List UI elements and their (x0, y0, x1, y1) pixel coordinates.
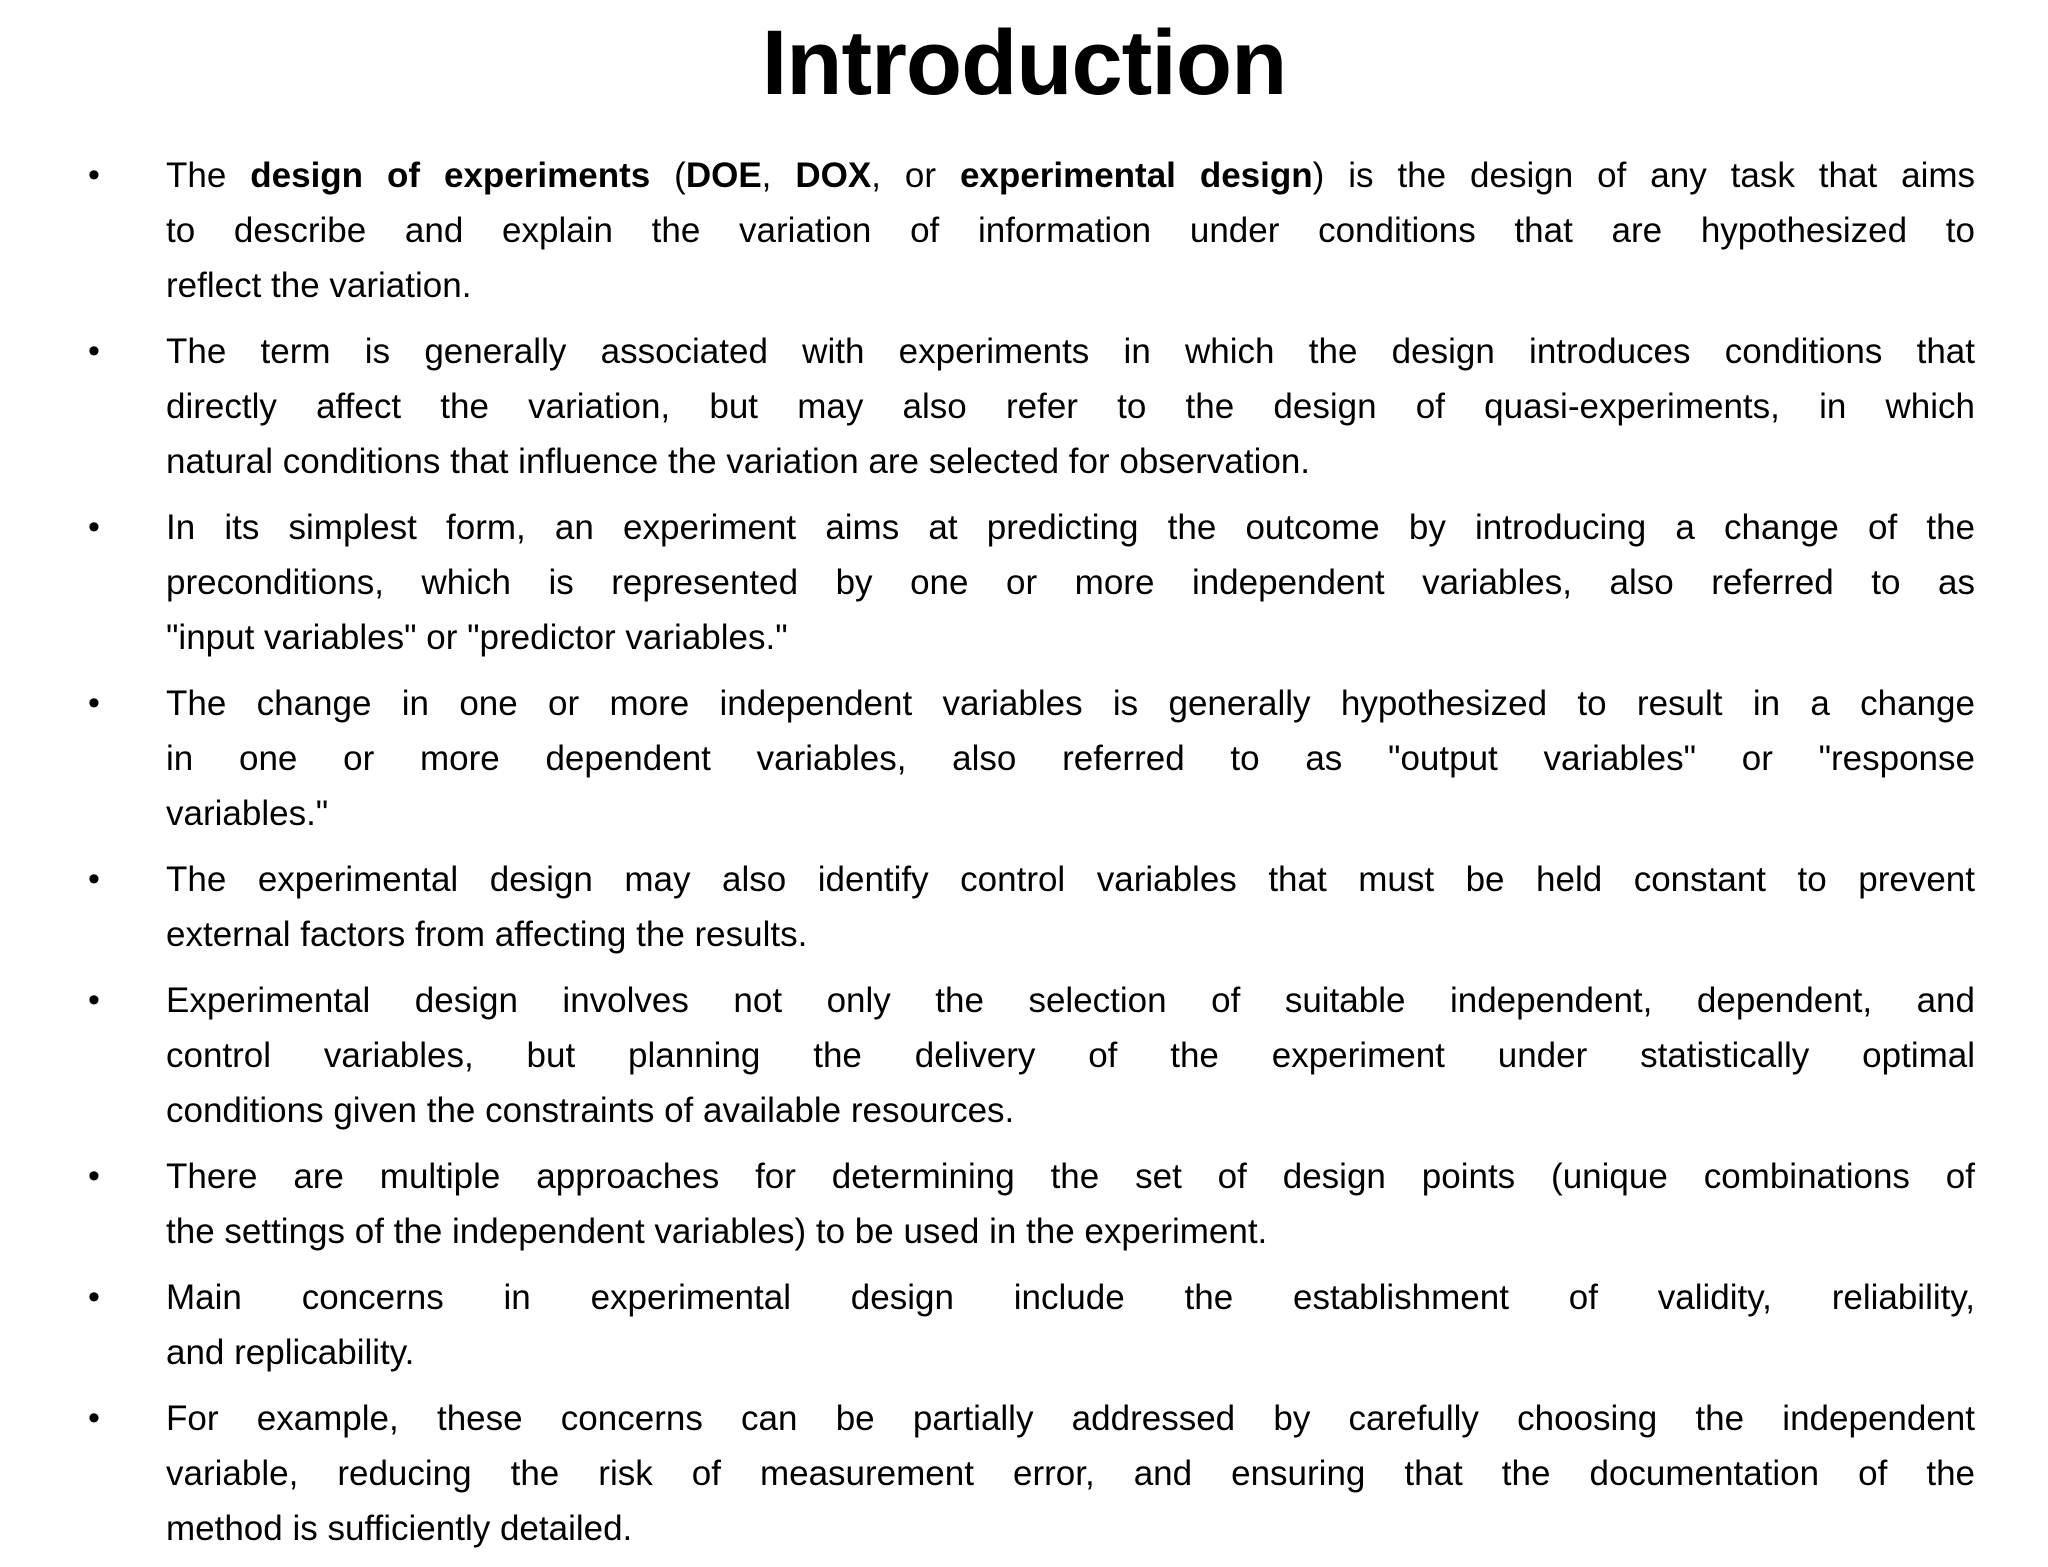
bullet-list (0, 148, 2048, 1567)
bullet-dot-icon: • (88, 1278, 100, 1316)
bullet-text-line: For example, these concerns can be partially addressed by carefully choosing the independent (166, 1399, 1975, 1438)
bullet-text-line: directly affect the variation, but may also refer to the design of quasi-experiments, in which (166, 387, 1975, 426)
bullet-text-line: The experimental design may also identify control variables that must be held constant to prevent (166, 860, 1975, 899)
bullet-item (0, 324, 2048, 489)
bullet-item (0, 500, 2048, 665)
bullet-text-line: in one or more dependent variables, also referred to as "output variables" or "response (166, 739, 1975, 778)
bullet-text-line: external factors from affecting the results. (166, 915, 808, 954)
bullet-text-line: "input variables" or "predictor variables." (166, 618, 788, 657)
bullet-dot-icon: • (88, 508, 100, 546)
bold-term: DOX (795, 156, 872, 195)
bullet-text-line: Experimental design involves not only the selection of suitable independent, dependent, and (166, 981, 1975, 1020)
bullet-text-line: and replicability. (166, 1333, 415, 1372)
slide-title: Introduction (761, 12, 1287, 114)
text-segment: The (166, 156, 251, 195)
bullet-text-line: There are multiple approaches for determining the set of design points (unique combinations of (166, 1157, 1975, 1196)
text-segment: ( (650, 156, 686, 195)
bullet-item (0, 148, 2048, 313)
bullet-item (0, 1149, 2048, 1259)
text-segment: , or (871, 156, 960, 195)
bullet-text-line: control variables, but planning the delivery of the experiment under statistically optimal (166, 1036, 1975, 1075)
bullet-text-line: preconditions, which is represented by one or more independent variables, also referred to as (166, 563, 1975, 602)
bullet-text-line: In its simplest form, an experiment aims at predicting the outcome by introducing a change of the (166, 508, 1975, 547)
bullet-text-line: natural conditions that influence the variation are selected for observation. (166, 442, 1311, 481)
bold-term: DOE (685, 156, 762, 195)
bullet-dot-icon: • (88, 981, 100, 1019)
bullet-dot-icon: • (88, 684, 100, 722)
bullet-dot-icon: • (88, 332, 100, 370)
bullet-item (0, 1391, 2048, 1556)
bullet-dot-icon: • (88, 1399, 100, 1437)
bullet-dot-icon: • (88, 860, 100, 898)
bullet-text-line: the settings of the independent variables) to be used in the experiment. (166, 1212, 1268, 1251)
bullet-item (0, 852, 2048, 962)
bold-term: design of experiments (250, 156, 651, 195)
text-segment: ) is the design of any task that aims (1312, 156, 1975, 195)
bullet-item (0, 1270, 2048, 1380)
bullet-text-line: method is sufficiently detailed. (166, 1509, 633, 1548)
bullet-text-line: The change in one or more independent variables is generally hypothesized to result in a change (166, 684, 1975, 723)
bullet-text-line: Main concerns in experimental design include the establishment of validity, reliability, (166, 1278, 1975, 1317)
bullet-dot-icon: • (88, 156, 100, 194)
bullet-text-line (166, 148, 1975, 203)
bullet-text-line: The term is generally associated with experiments in which the design introduces conditions that (166, 332, 1975, 371)
bullet-item (0, 676, 2048, 841)
text-segment: , (761, 156, 796, 195)
bold-term: experimental design (959, 156, 1313, 195)
bullet-item (0, 973, 2048, 1138)
bullet-text-line: variable, reducing the risk of measurement error, and ensuring that the documentation of the (166, 1454, 1975, 1493)
bullet-text-line: variables." (166, 794, 329, 833)
bullet-text-line: conditions given the constraints of available resources. (166, 1091, 1015, 1130)
bullet-text-line: reflect the variation. (166, 266, 472, 305)
bullet-dot-icon: • (88, 1157, 100, 1195)
bullet-text-line: to describe and explain the variation of information under conditions that are hypothesized to (166, 211, 1975, 250)
